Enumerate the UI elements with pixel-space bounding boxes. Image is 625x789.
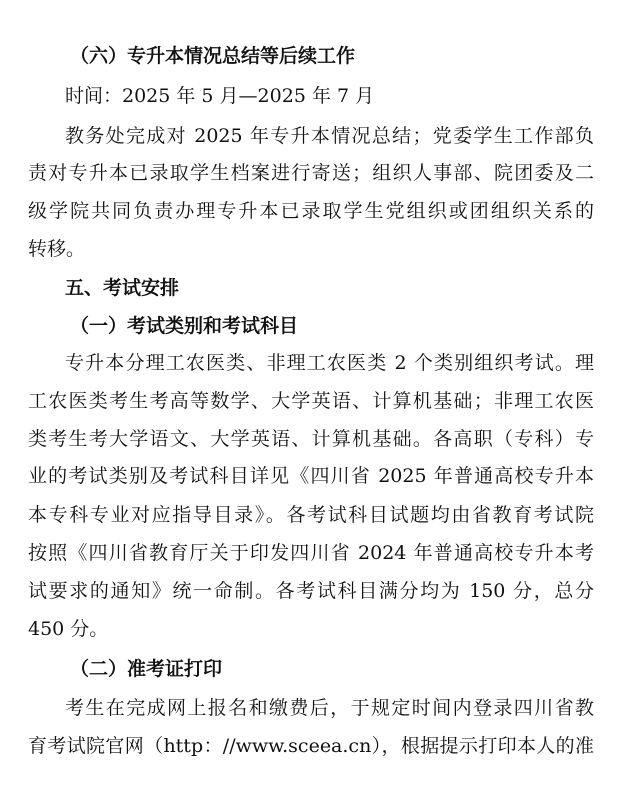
subsection-2-heading: （二）准考证打印: [70, 658, 223, 680]
paragraph-line: 本专科专业对应指导目录》。各考试科目试题均由省教育考试院: [28, 504, 594, 526]
section-5-heading: 五、考试安排: [65, 277, 180, 299]
section-6-heading: （六）专升本情况总结等后续工作: [70, 45, 356, 67]
paragraph-line: 试要求的通知》统一命制。各考试科目满分均为 150 分，总分: [28, 580, 594, 602]
paragraph-line: 转移。: [28, 238, 86, 260]
paragraph-line: 450 分。: [28, 618, 109, 640]
paragraph-line: 考生在完成网上报名和缴费后，于规定时间内登录四川省教: [65, 697, 594, 719]
paragraph-line: 工农医类考生考高等数学、大学英语、计算机基础；非理工农医: [28, 390, 594, 412]
paragraph-line: 级学院共同负责办理专升本已录取学生党组织或团组织关系的: [28, 200, 594, 222]
paragraph-line: 类考生考大学语文、大学英语、计算机基础。各高职（专科）专: [28, 428, 594, 450]
paragraph-line: 业的考试类别及考试科目详见《四川省 2025 年普通高校专升本: [28, 465, 594, 487]
subsection-1-heading: （一）考试类别和考试科目: [70, 315, 299, 337]
paragraph-line: 按照《四川省教育厅关于印发四川省 2024 年普通高校专升本考: [28, 542, 594, 564]
section-6-time: 时间：2025 年 5 月—2025 年 7 月: [65, 85, 375, 107]
paragraph-line: 教务处完成对 2025 年专升本情况总结；党委学生工作部负: [65, 125, 594, 147]
paragraph-line: 育考试院官网（http：//www.sceea.cn），根据提示打印本人的准: [28, 735, 594, 757]
paragraph-line: 责对专升本已录取学生档案进行寄送；组织人事部、院团委及二: [28, 162, 594, 184]
paragraph-line: 专升本分理工农医类、非理工农医类 2 个类别组织考试。理: [65, 352, 594, 374]
